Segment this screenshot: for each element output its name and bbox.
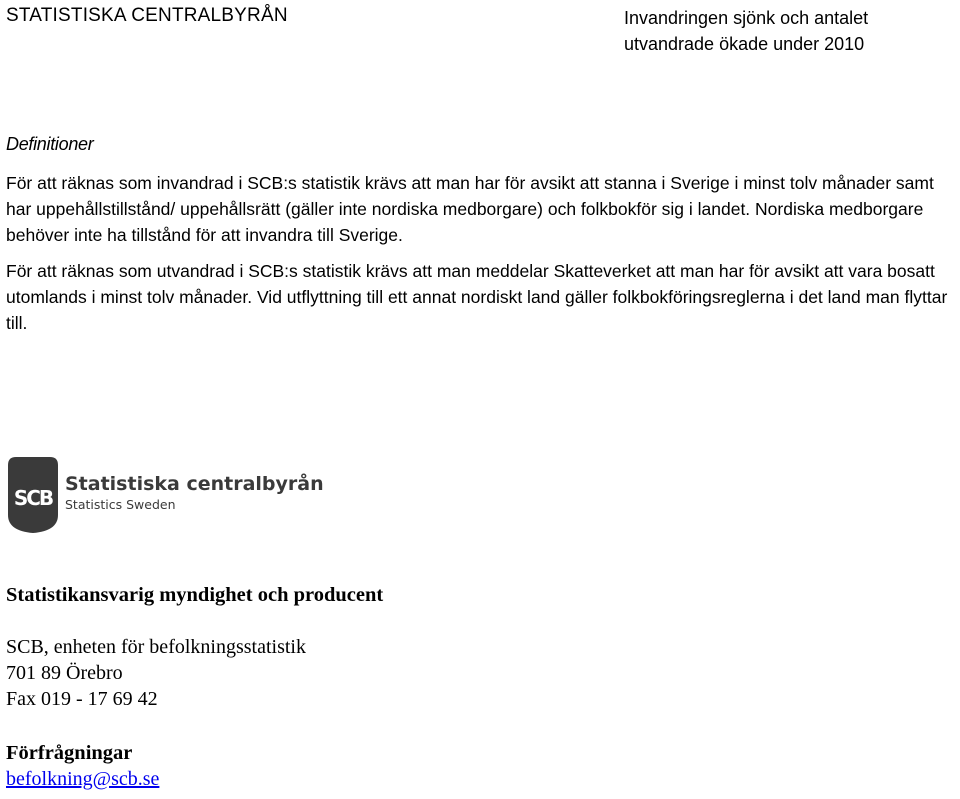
svg-text:SCB: SCB bbox=[13, 486, 53, 510]
contact-unit: SCB, enheten för befolkningsstatistik bbox=[6, 636, 306, 658]
definitions-heading: Definitioner bbox=[6, 134, 94, 154]
inquiries-heading: Förfrågningar bbox=[6, 742, 133, 764]
report-title-line-2: utvandrade ökade under 2010 bbox=[624, 34, 865, 54]
organization-name: STATISTISKA CENTRALBYRÅN bbox=[6, 5, 288, 26]
email-link[interactable]: befolkning@scb.se bbox=[6, 768, 160, 790]
contact-address: 701 89 Örebro bbox=[6, 662, 123, 684]
emigrant-definition: För att räknas som utvandrad i SCB:s statistik krävs att man meddelar Skatteverket att man har för avsikt att vara bosatt utomlands i minst tolv månader. Vid utflyttning till ett annat nordiskt land gäller folkbokföringsreglerna i det land man flyttar till. bbox=[6, 261, 948, 333]
producer-heading: Statistikansvarig myndighet och producent bbox=[6, 584, 384, 606]
logo-name: Statistiska centralbyrån bbox=[65, 473, 324, 495]
scb-logo bbox=[5, 455, 324, 535]
scb-monogram-icon bbox=[5, 455, 61, 535]
contact-fax: Fax 019 - 17 69 42 bbox=[6, 688, 158, 710]
report-title-line-1: Invandringen sjönk och antalet bbox=[624, 8, 869, 28]
report-title bbox=[624, 5, 944, 57]
logo-subtitle: Statistics Sweden bbox=[65, 497, 176, 512]
immigrant-definition: För att räknas som invandrad i SCB:s statistik krävs att man har för avsikt att stanna i Sverige i minst tolv månader samt har uppehållstillstånd/ uppehållsrätt (gäller inte nordiska medborgare) och folkbokför sig i landet. Nordiska medborgare behöver inte ha tillstånd för att invandra till Sverige. bbox=[6, 173, 934, 245]
